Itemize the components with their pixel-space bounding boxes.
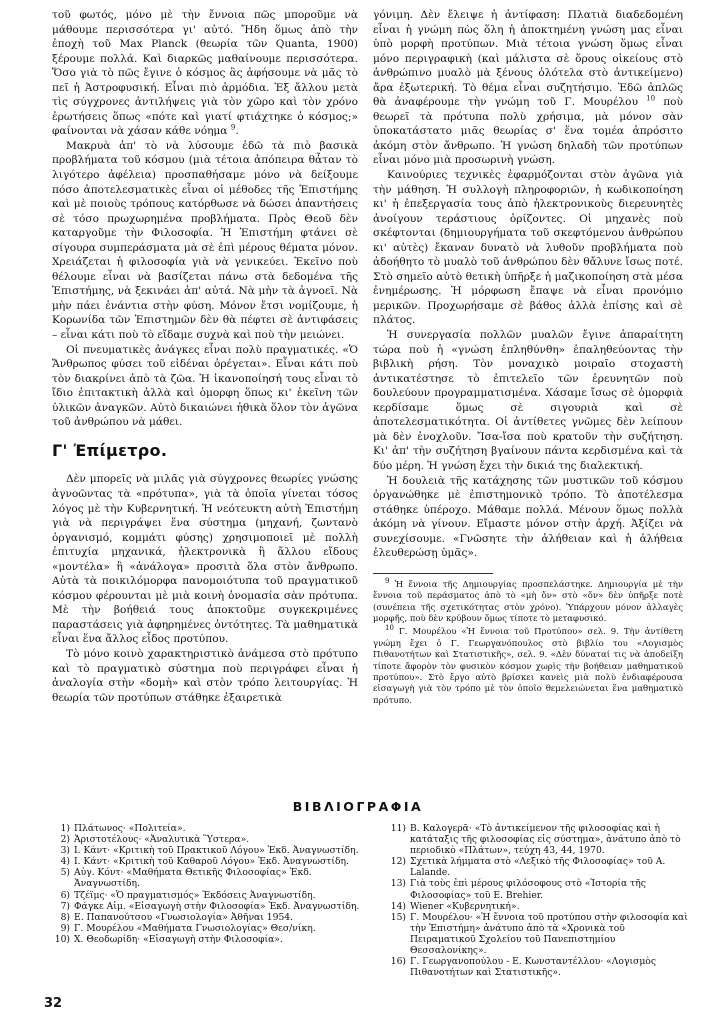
bibliography-item: [380, 912, 690, 956]
bibliography-left-list: [44, 823, 362, 945]
paragraph: Ἡ συνεργασία πολλῶν μυαλῶν ἔγινε ἀπαραίτητη τώρα ποὺ ἡ «γνώση ἐπληθύνθη» ἐπαληθεύοντας τὴν βιβλικὴ ρήση. Τὸν μοναχικὸ μοιραῖο στοχαστὴ ἀντικατέστησε τὸ ἐπιτελεῖο τῶν ἐρευνητῶν ποὺ δουλεύουν προγραμματισμένα. Χάσαμε ἴσως σὲ ὀμορφιὰ κερδίσαμε ὅμως σὲ σιγουριὰ καὶ σὲ ἀποτελεσματικότητα. Οἱ ἀντίθετες γνῶμες δὲν λείπουν μὰ δὲν ἐνοχλοῦν. Ἴσα-ἴσα ποὺ κρατοῦν τὴν συζήτηση. Κι' ἀπ' τὴν συζήτηση βγαίνουν πάντα κερδισμένα καὶ τὰ δύο μέρη. Ἡ γνώση ἔχει τὴν δικιά της διαλεκτική.: [373, 329, 683, 472]
paragraph: τοῦ φωτός, μόνο μὲ τὴν ἔννοια πῶς μποροῦμε νὰ μάθουμε περισσότερα γι' αὐτό. Ἤδη ὅμως ἀπὸ τὴν ἐποχὴ τοῦ Max Planck (θεωρία τῶν Quanta, 1900) ξέρουμε πολλά. Καὶ διαρκῶς μαθαίνουμε περισσότερα. Ὅσο γιὰ τὸ πῶς ἔγινε ὁ κόσμος ἂς ἀφήσουμε νὰ μᾶς τὸ πεῖ ἡ Ἀστροφυσική. Εἶναι πιὸ ἁρμόδια. Ἐξ ἄλλου μετὰ τὶς σύγχρονες ἀντιλήψεις γιὰ τὸν χῶρο καὶ τὸν χρόνο ἐρωτήσεις ὅπως «πότε καὶ γιατί φτιάχτηκε ὁ κόσμος;» φαίνονται νὰ χάσαν κάθε νόημα $^9$.: [52, 9, 358, 138]
bibliography-number: 8): [60, 911, 70, 923]
bibliography-text: Σχετικὰ λήμματα στὸ «Λεξικὸ τῆς Φιλοσοφίας» τοῦ A. Lalande.: [410, 856, 666, 879]
bibliography-item: [44, 834, 362, 845]
paragraph-text: τοῦ φωτός, μόνο μὲ τὴν ἔννοια πῶς μποροῦμε νὰ μάθουμε περισσότερα γι' αὐτό. Ἤδη ὅμως ἀπὸ τὴν ἐποχὴ τοῦ Max Planck (θεωρία τῶν Quanta, 1900) ξέρουμε πολλά. Καὶ διαρκῶς μαθαίνουμε περισσότερα. Ὅσο γιὰ τὸ πῶς ἔγινε ὁ κόσμος ἂς ἀφήσουμε νὰ μᾶς τὸ πεῖ ἡ Ἀστροφυσική. Εἶναι πιὸ ἁρμόδια. Ἐξ ἄλλου μετὰ τὶς σύγχρονες ἀντιλήψεις γιὰ τὸν χῶρο καὶ τὸν χρόνο ἐρωτήσεις ὅπως «πότε καὶ γιατί φτιάχτηκε ὁ κόσμος;» φαίνονται νὰ χάσαν κάθε νόημα: [52, 9, 358, 138]
bibliography-text: Γ. Μουρέλου· «Ἡ ἔννοια τοῦ προτύπου στὴν φιλοσοφία καὶ τὴν Ἐπιστήμη» ἀνάτυπο ἀπὸ τὰ «Χρονικὰ τοῦ Πειραματικοῦ Σχολείου τοῦ Πανεπιστημίου Θεσσαλονίκης».: [410, 911, 688, 957]
bibliography-item: [380, 823, 690, 856]
bibliography-item: [44, 856, 362, 867]
bibliography-title: ΒΙΒΛΙΟΓΡΑΦΙΑ: [292, 799, 424, 814]
bibliography-item: [380, 956, 690, 978]
bibliography-text: Β. Καλογερᾶ· «Τὸ ἀντικείμενον τῆς φιλοσοφίας καὶ ἡ κατάταξις τῆς φιλοσοφίας εἰς σύστημα», ἀνάτυπο ἀπὸ τὸ περιοδικὸ «Πλάτων», τεύχη 43, 44, 1970.: [410, 823, 681, 857]
paragraph-text: γόνιμη. Δὲν ἔλειψε ἡ ἀντίφαση: Πλατιὰ διαδεδομένη εἶναι ἡ γνώμη πὼς ὅλη ἡ ἀποκτημένη γνώση μας εἶναι ὑπὸ μορφὴ προτύπων. Μιὰ τέτοια γνώση ὅμως εἶναι μόνο περιγραφικὴ (καὶ μάλιστα σὲ ὅρους οἰκείους στὸ ἀνθρώπινο μυαλὸ μὰ ξένους ὁλότελα στὸ ἀντικείμενο) ἄρα ἐξωτερική. Τὸ θέμα εἶναι συζητήσιμο. Ἐδῶ ἁπλῶς θὰ ἀναφέρουμε τὴν γνώμη τοῦ Γ. Μουρέλου: [373, 9, 683, 109]
left-column: [52, 8, 358, 705]
footnotes: [373, 576, 683, 707]
bibliography-text: Ι. Κάντ· «Κριτικὴ τοῦ Καθαροῦ Λόγου» Ἐκδ. Ἀναγνωστίδη.: [74, 856, 349, 868]
footnote: [373, 576, 683, 626]
bibliography-number: 5): [60, 867, 70, 879]
bibliography-number: 15): [390, 911, 406, 923]
bibliography-item: [380, 878, 690, 900]
bibliography-item: [44, 845, 362, 856]
bibliography-item: [44, 867, 362, 889]
bibliography-item: [44, 901, 362, 912]
bibliography-text: Ε. Παπανούτσου «Γνωσιολογία» Ἀθῆναι 1954.: [74, 911, 294, 923]
bibliography-number: 16): [390, 956, 406, 968]
bibliography-text: Πλάτωνος· «Πολιτεία».: [74, 823, 186, 834]
bibliography-number: 6): [60, 889, 70, 901]
bibliography-text: Wiener «Κυβερνητική».: [410, 900, 520, 912]
bibliography-number: 12): [390, 856, 406, 868]
footnote-text: Γ. Μουρέλου «Ἡ ἔννοια τοῦ Προτύπου» σελ. 9. Τὴν ἀντίθετη γνώμη ἔχει ὁ Γ. Γεωργανόπουλος στὸ βιβλίο του «Λογισμὸς Πιθανοτήτων καὶ Στατιστικῆς», σελ. 9. «Δὲν δύναταί τις νὰ ἀποδείξη τίποτε ἄφορὸν τὸν φυσικὸν κόσμον χωρὶς τὴν βοήθειαν μαθηματικοῦ προτύπου». Στὸ ἔργο αὐτὸ βρίσκει κανεὶς μιὰ πολὺ ἐνδιαφέρουσα εἰσαγωγὴ γιὰ τὸν τρόπο μὲ τὸν ὁποῖο θεμελειώνεται ἕνα μαθηματικὸ πρότυπο.: [373, 627, 683, 706]
bibliography-number: 9): [60, 922, 70, 934]
bibliography-number: 10): [54, 933, 70, 945]
bibliography-number: 2): [60, 834, 70, 846]
bibliography-item: [44, 912, 362, 923]
paragraph: Οἱ πνευματικὲς ἀνάγκες εἶναι πολὺ πραγματικές. «Ὁ Ἄνθρωπος φύσει τοῦ εἰδέναι ὀρέγεται». Εἶναι κάτι ποὺ τὸν διακρίνει ἀπὸ τὰ ζῶα. Ἡ ἱκανοποίησή τους εἶναι τὸ ἴδιο ἐπιτακτικὴ ἀλλὰ καὶ ὁμορφη ὅπως κι' ἐκεῖνη τῶν ὑλικῶν ἀναγκῶν. Αὐτὸ δικαιώνει ἠθικὰ ὅλον τὸν ἀγῶνα τοῦ ἀνθρώπου νὰ μάθει.: [52, 343, 358, 429]
paragraph: Καινούριες τεχνικὲς ἐφαρμόζονται στὸν ἀγῶνα γιὰ τὴν μάθηση. Ἡ συλλογὴ πληροφοριῶν, ἡ κωδικοποίηση κι' ἡ ἐπεξεργασία τους ἀπὸ ἠλεκτρονικοὺς διερευνητὲς ἀνοίγουν τεράστιους ὁρίζοντες. Οἱ μηχανὲς ποὺ σκέφτονται (δημιουργήματα τοῦ σκεφτόμενου ἀνθρώπου κι' αὐτὲς) ἔκαναν δυνατὸ νὰ λυθοῦν προβλήματα ποὺ ἀδοήθητο τὸ μυαλὸ τοῦ ἀνθρώπου δὲν θἄλυνε ἴσως ποτέ. Στὸ σημεῖο αὐτὸ θετικὴ ὑπῆρξε ἡ μαζικοποίηση στὰ μέσα ἐνημέρωσης. Ἡ μόρφωση ἔπαψε νὰ εἶναι προνόμιο μερικῶν. Προχωρήσαμε σὲ βάθος ἀλλὰ ἐπίσης καὶ σὲ πλάτος.: [373, 169, 683, 327]
footnote-number: 9: [385, 576, 390, 585]
section-heading: Γ' Ἐπίμετρο.: [52, 440, 168, 460]
bibliography-number: 13): [390, 878, 406, 890]
bibliography-number: 3): [60, 845, 70, 857]
bibliography-text: Γιὰ τοὺς ἐπὶ μέρους φιλόσοφους στὸ «Ἱστορία τῆς Φιλοσοφίας» τοῦ E. Brehier.: [410, 878, 646, 901]
bibliography-number: 1): [60, 823, 70, 834]
bibliography-right-list: [380, 823, 690, 978]
footnote-ref: 9: [230, 123, 236, 132]
footnote-number: 10: [385, 624, 394, 633]
paragraph: Τὸ μόνο κοινὸ χαρακτηριστικὸ ἀνάμεσα στὸ πρότυπο καὶ τὸ πραγματικὸ σύστημα ποὺ περιγράφει εἶναι ἡ ἀναλογία στὴν «δομὴ» καὶ στὸν τρόπο λειτουργίας. Ἡ θεωρία τῶν προτύπων στάθηκε ἐξαιρετικὰ: [52, 647, 358, 704]
right-column: [373, 8, 683, 707]
bibliography-item: [44, 923, 362, 934]
bibliography-item: [380, 856, 690, 878]
footnote-text: Ἡ ἔννοια τῆς Δημιουργίας προσπελάστηκε. Δημιουργία μὲ τὴν ἔννοια τοῦ περάσματος ἀπὸ τὸ «μὴ ὄν» στὸ «ὄν» δὲν ὑπῆρξε ποτὲ (συνέπεια τῆς σχετικότητας στὸν χρόνο). Ὑπάρχουν μόνον ἀλλαγὲς μορφῆς, ποὺ δὲν κρύβουν ὅμως τίποτε τὸ μεταφυσικό.: [373, 579, 683, 624]
bibliography-text: Αὐγ. Κόντ· «Μαθήματα Θετικῆς Φιλοσοφίας» Ἐκδ. Ἀναγνωστίδη.: [74, 867, 312, 890]
paragraph: Ἡ δουλειὰ τῆς κατάχησης τῶν μυστικῶν τοῦ κόσμου ὀργανώθηκε μὲ ἐπιστημονικὸ τρόπο. Τὸ ἀποτέλεσμα στάθηκε ὑπέροχο. Μάθαμε πολλά. Μένουν ὅμως πολλὰ ἀκόμη νὰ γίνουν. Εἴμαστε μόνον στὴν ἀρχή. Ἀξίζει νὰ συνεχίσουμε. «Γνῶσητε τὴν ἀλήθειαν καὶ ἡ ἀλήθεια ἐλευθερώσῃ ὑμᾶς».: [373, 474, 683, 560]
bibliography-number: 7): [60, 900, 70, 912]
bibliography-item: [44, 890, 362, 901]
bibliography-number: 4): [60, 856, 70, 868]
paragraph: [373, 8, 683, 168]
footnote: [373, 624, 683, 707]
paragraph: Δὲν μπορεῖς νὰ μιλᾶς γιὰ σύγχρονες θεωρίες γνώσης ἀγνοῶντας τὰ «πρότυπα», γιὰ τὰ ὁποῖα γίνεται τόσος λόγος μὲ τὴν Κυβερνητική. Ἡ νεότευκτη αὐτὴ Ἐπιστήμη γιὰ νὰ περιγράψει ἕνα σύστημα (μηχανή, ζωντανὸ ὀργανισμό, κομμάτι φύσης) χρησιμοποιεῖ μὲ πολλὴ ἐπιτυχία μηχανικά, ἠλεκτρονικὰ ἢ ἄλλου εἴδους «μοντέλα» ἢ «ἀνάλογα» προσιτὰ ὅλα στὸν ἄνθρωπο. Αὐτὰ τὰ ποικιλόμορφα πανομοιότυπα τοῦ πραγματικοῦ κόσμου φέρουνται μὲ μιὰ κοινὴ ὀνομασία σὰν πρότυπα. Μὲ τὴν βοήθειά τους ἀποκτοῦμε συγκεκριμένες παραστάσεις γιὰ ἀφηρημένες ὀντότητες. Τὰ μαθηματικὰ εἶναι ἕνα ἄλλος εἶδος προτύπου.: [52, 473, 358, 646]
bibliography-text: Γ. Γεωργανοπούλου - Ε. Κωνσταντέλλου· «Λογισμὸς Πιθανοτήτων καὶ Στατιστικῆς».: [410, 956, 656, 979]
footnote-ref: 10: [646, 94, 656, 103]
bibliography-number: 14): [390, 900, 406, 912]
bibliography-text: Γ. Μουρέλου «Μαθήματα Γνωσιολογίας» Θεσ/νίκη.: [74, 922, 316, 934]
bibliography-text: Χ. Θεοδωρίδη· «Εἰσαγωγὴ στὴν Φιλοσοφία».: [74, 933, 283, 945]
page-number: 32: [44, 996, 63, 1011]
bibliography-item: [44, 934, 362, 945]
bibliography-number: 11): [390, 823, 406, 834]
bibliography-item: [44, 823, 362, 834]
paragraph-text: ποὺ θεωρεῖ τὰ πρότυπα πολὺ χρήσιμα, μὰ μόνον σὰν ὑποκατάστατο μιᾶς θεωρίας σ' ἕνα τομέα ἀπρόσιτο ἀκόμη στὸν ἄνθρωπο. Ἡ γνώση δηλαδὴ τῶν προτύπων εἶναι μόνο μιὰ προσωρινὴ γνώση.: [373, 96, 683, 167]
bibliography-text: Φάγκε Αἰμ. «Εἰσαγωγὴ στὴν Φιλοσοφία» Ἐκδ. Ἀναγνωστίδη.: [74, 900, 360, 912]
bibliography-text: Ἀριστοτέλους· «Ἀναλυτικὰ Ὕστερα».: [74, 834, 250, 846]
bibliography-text: Τζέϊμς· «Ὁ πραγματισμός» Ἐκδόσεις Ἀναγνωστίδη.: [74, 889, 316, 901]
paragraph: Μακρυὰ ἀπ' τὸ νὰ λύσουμε ἐδῶ τὰ πιὸ βασικὰ προβλήματα τοῦ κόσμου (μιὰ τέτοια ἀπόπειρα θἆταν τὸ λιγότερο ἀφέλεια) προσπαθήσαμε μόνο νὰ δείξουμε πόσο ἀποτελεσματικὲς εἶναι οἱ μέθοδες τῆς Ἐπιστήμης καὶ μὲ ποιοὺς τρόπους κατόρθωσε νὰ δώσει ἀπαντήσεις σὲ τόσο πρωχωρημένα προβλήματα. Πρὸς Θεοῦ δὲν καταργοῦμε τὴν Φιλοσοφία. Ἡ Ἐπιστήμη φτάνει σὲ σίγουρα συμπεράσματα μὰ σὲ ἐπὶ μέρους θέματα μόνον. Χρειάζεται ἡ φιλοσοφία γιὰ νὰ γενικεύει. Ἐκεῖνο ποὺ θέλουμε εἶναι νὰ βασίζεται πάνω στὰ δεδομένα τῆς Ἐπιστήμης, νὰ ξεκινάει ἀπ' αὐτά. Νὰ μὴν τὰ ἀγνοεῖ. Νὰ μὴν πάει ἐνάντια στὴν φύση. Μόνον ἔτσι νομίζουμε, ἡ Κορωνίδα τῶν Ἐπιστημῶν δὲν θὰ πέφτει σὲ ἀντιφάσεις – εἶναι κάτι ποὺ τὸ εἴδαμε συχνὰ καὶ ποὺ τὴν μειώνει.: [52, 139, 358, 342]
bibliography-item: [380, 901, 690, 912]
bibliography-text: Ι. Κάντ· «Κριτικὴ τοῦ Πρακτικοῦ Λόγου» Ἐκδ. Ἀναγνωστίδη.: [74, 845, 359, 857]
footnote-divider: [373, 573, 493, 574]
